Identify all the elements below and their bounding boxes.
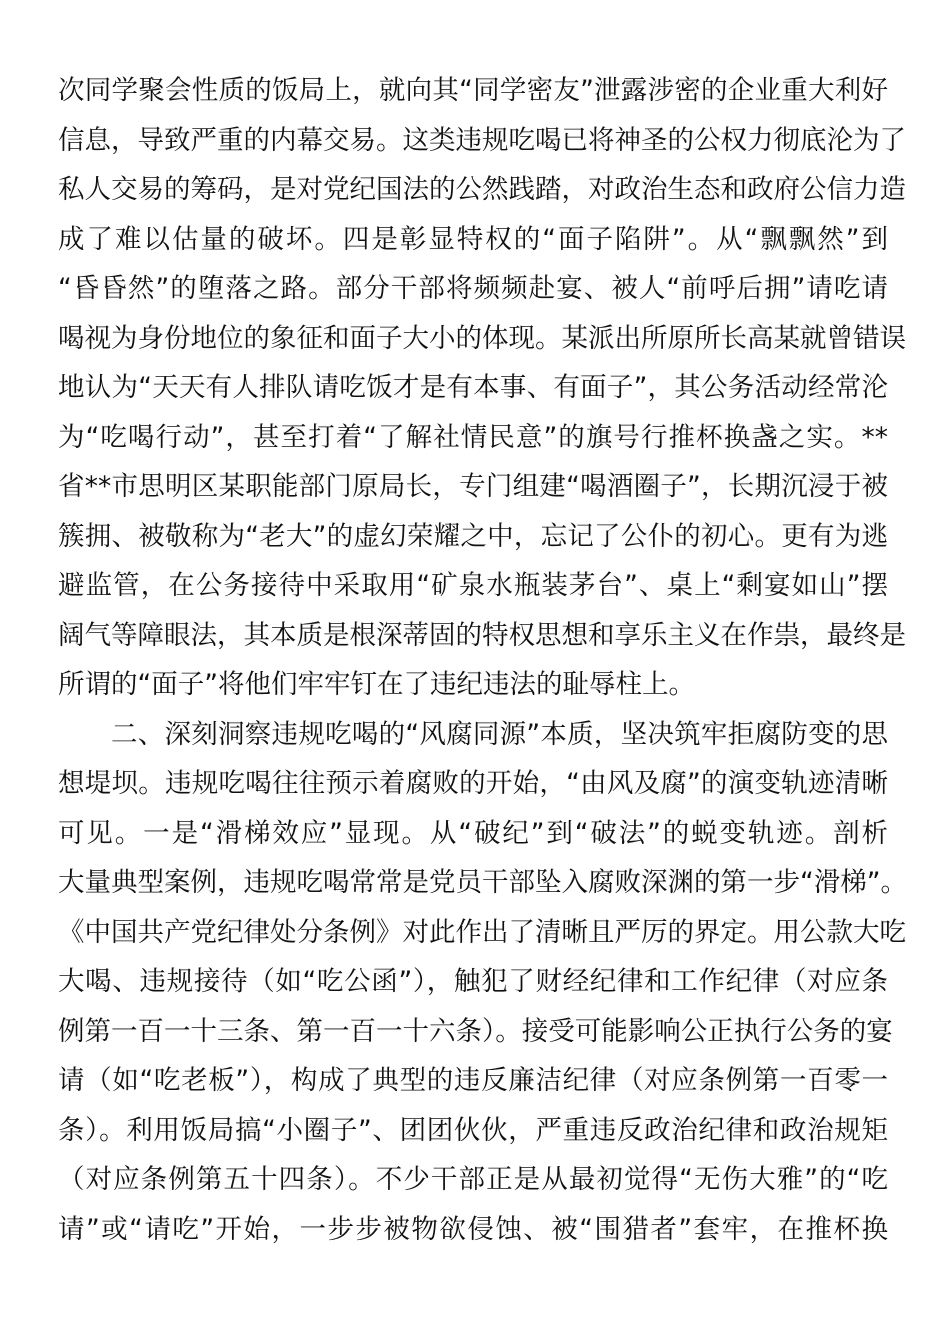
text-line: 可见。一是“滑梯效应”显现。从“破纪”到“破法”的蜕变轨迹。剖析 xyxy=(58,817,888,849)
text-line: 想堤坝。违规吃喝往往预示着腐败的开始，“由风及腐”的演变轨迹清晰 xyxy=(58,768,888,799)
text-line: 次同学聚会性质的饭局上，就向其“同学密友”泄露涉密的企业重大利好 xyxy=(58,75,888,106)
text-line: 成了难以估量的破坏。四是彰显特权的“面子陷阱”。从“飘飘然”到 xyxy=(58,223,888,255)
text-line: 大喝、违规接待（如“吃公函”），触犯了财经纪律和工作纪律（对应条 xyxy=(58,966,888,997)
text-line: 避监管，在公务接待中采取用“矿泉水瓶装茅台”、桌上“剩宴如山”摆 xyxy=(58,570,888,601)
text-line: 地认为“天天有人排队请吃饭才是有本事、有面子”，其公务活动经常沦 xyxy=(58,372,888,403)
text-line: 信息，导致严重的内幕交易。这类违规吃喝已将神圣的公权力彻底沦为了 xyxy=(58,124,906,156)
paragraph-last-line: 所谓的“面子”将他们牢牢钉在了违纪违法的耻辱柱上。 xyxy=(58,669,695,700)
text-line: 省**市思明区某职能部门原局长，专门组建“喝酒圈子”，长期沉浸于被 xyxy=(58,471,888,502)
text-line: 簇拥、被敬称为“老大”的虚幻荣耀之中，忘记了公仆的初心。更有为逃 xyxy=(58,520,888,552)
text-line: 请”或“请吃”开始，一步步被物欲侵蚀、被“围猎者”套牢，在推杯换 xyxy=(58,1213,888,1245)
text-line: 阔气等障眼法，其本质是根深蒂固的特权思想和享乐主义在作祟，最终是 xyxy=(58,619,906,651)
text-line: 喝视为身份地位的象征和面子大小的体现。某派出所原所长高某就曾错误 xyxy=(58,322,906,354)
text-line: 例第一百一十三条、第一百一十六条）。接受可能影响公正执行公务的宴 xyxy=(58,1015,893,1047)
text-line: 为“吃喝行动”，甚至打着“了解社情民意”的旗号行推杯换盏之实。** xyxy=(58,421,888,453)
section-heading-line: 二、深刻洞察违规吃喝的“风腐同源”本质，坚决筑牢拒腐防变的思 xyxy=(111,718,888,750)
text-line: 私人交易的筹码，是对党纪国法的公然践踏，对政治生态和政府公信力造 xyxy=(58,174,906,205)
text-line: 请（如“吃老板”），构成了典型的违反廉洁纪律（对应条例第一百零一 xyxy=(58,1065,888,1096)
text-line: 大量典型案例，违规吃喝常常是党员干部坠入腐败深渊的第一步“滑梯”。 xyxy=(58,867,907,898)
text-line: 条）。利用饭局搞“小圈子”、团团伙伙，严重违反政治纪律和政治规矩 xyxy=(58,1114,888,1146)
text-line: （对应条例第五十四条）。不少干部正是从最初觉得“无伤大雅”的“吃 xyxy=(58,1164,888,1195)
text-line: 《中国共产党纪律处分条例》对此作出了清晰且严厉的界定。用公款大吃 xyxy=(58,916,906,948)
text-line: “昏昏然”的堕落之路。部分干部将频频赴宴、被人“前呼后拥”请吃请 xyxy=(58,273,888,304)
document-body xyxy=(58,66,907,1254)
